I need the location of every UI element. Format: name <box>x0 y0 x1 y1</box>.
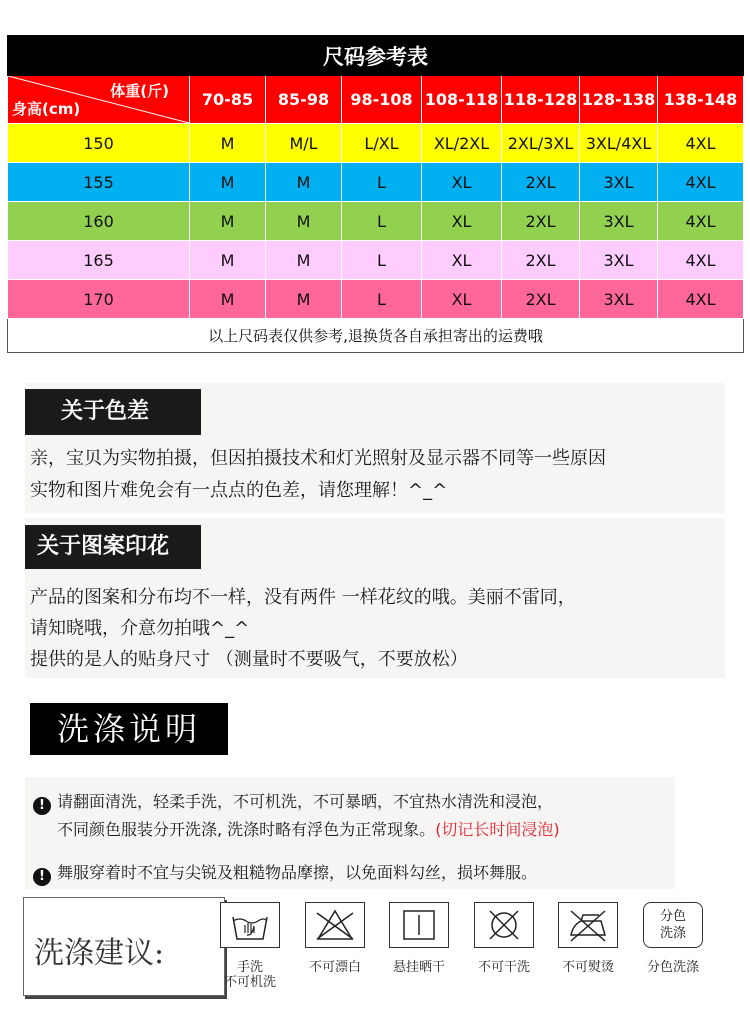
exclamation-icon: ! <box>33 868 51 886</box>
height-cell: 155 <box>8 163 190 202</box>
care-advice-label: 洗涤建议: <box>34 936 165 971</box>
bullet-1-text: 请翻面清洗，轻柔手洗，不可机洗，不可暴晒，不宜热水清洗和浸泡， <box>57 792 554 811</box>
washing-bullet-2 <box>33 860 537 886</box>
pattern-line-1: 产品的图案和分布均不一样，没有两件 一样花纹的哦。美丽不雷同， <box>30 587 576 608</box>
care-label-no-bleach: 不可漂白 <box>308 960 361 975</box>
care-label-text-2: 不可机洗 <box>223 975 276 990</box>
size-chart-note: 以上尺码表仅供参考,退换货各自承担寄出的运费哦 <box>8 319 744 353</box>
size-cell: M <box>266 241 342 280</box>
separate-wash-icon-text-2: 洗涤 <box>659 926 686 941</box>
size-cell: M <box>190 202 266 241</box>
weight-range-cell: 138-148 <box>658 76 744 124</box>
size-row <box>8 280 744 319</box>
height-header: 身高(cm) <box>12 100 81 118</box>
size-cell: M <box>266 202 342 241</box>
care-label-hang-dry: 悬挂晒干 <box>392 960 445 975</box>
header-corner-cell <box>8 76 190 124</box>
size-cell: L <box>342 163 422 202</box>
exclamation-icon: ! <box>33 797 51 815</box>
height-cell: 165 <box>8 241 190 280</box>
care-label-hand-wash <box>219 960 281 990</box>
washing-title: 洗涤说明 <box>30 703 228 755</box>
size-chart-title: 尺码参考表 <box>8 36 744 76</box>
pattern-line-3: 提供的是人的贴身尺寸 （测量时不要吸气，不要放松） <box>30 649 468 670</box>
size-cell: 2XL <box>502 280 580 319</box>
size-cell: 3XL <box>580 202 658 241</box>
size-cell: XL <box>422 163 502 202</box>
washing-bullet-1-cont <box>57 817 560 840</box>
size-cell: M <box>190 241 266 280</box>
size-row <box>8 202 744 241</box>
hand-wash-icon <box>220 902 280 948</box>
size-cell: XL <box>422 280 502 319</box>
size-cell: M <box>190 124 266 163</box>
size-row <box>8 241 744 280</box>
height-cell: 150 <box>8 124 190 163</box>
height-cell: 160 <box>8 202 190 241</box>
size-cell: L <box>342 241 422 280</box>
separate-wash-icon-text-1: 分色 <box>659 909 686 924</box>
separate-wash-icon <box>643 902 703 948</box>
size-cell: M/L <box>266 124 342 163</box>
care-advice-box <box>23 897 225 996</box>
size-chart-table <box>7 35 744 353</box>
pattern-line-2: 请知晓哦，介意勿拍哦^_^ <box>30 618 250 639</box>
no-dry-clean-icon <box>474 902 534 948</box>
size-cell: 3XL/4XL <box>580 124 658 163</box>
weight-range-cell: 108-118 <box>422 76 502 124</box>
size-cell: M <box>190 163 266 202</box>
color-diff-label: 关于色差 <box>25 389 201 435</box>
washing-bullet-1 <box>33 789 553 815</box>
weight-range-cell: 98-108 <box>342 76 422 124</box>
size-cell: 2XL/3XL <box>502 124 580 163</box>
size-cell: 4XL <box>658 280 744 319</box>
no-bleach-icon <box>305 902 365 948</box>
weight-range-cell: 118-128 <box>502 76 580 124</box>
size-row <box>8 163 744 202</box>
weight-header: 体重(斤) <box>110 82 169 100</box>
care-label-separate-wash: 分色洗涤 <box>646 960 699 975</box>
size-cell: 3XL <box>580 163 658 202</box>
bullet-1-text-2: 不同颜色服装分开洗涤, 洗涤时略有浮色为正常现象。 <box>57 820 436 839</box>
care-label-text: 手洗 <box>236 960 263 975</box>
color-diff-line-2: 实物和图片难免会有一点点的色差，请您理解！^_^ <box>30 480 448 501</box>
size-cell: M <box>190 280 266 319</box>
weight-range-cell: 85-98 <box>266 76 342 124</box>
size-cell: 4XL <box>658 202 744 241</box>
size-cell: 4XL <box>658 124 744 163</box>
size-cell: 2XL <box>502 202 580 241</box>
weight-range-cell: 128-138 <box>580 76 658 124</box>
size-cell: 4XL <box>658 241 744 280</box>
size-cell: M <box>266 280 342 319</box>
size-cell: L/XL <box>342 124 422 163</box>
size-cell: M <box>266 163 342 202</box>
size-cell: XL/2XL <box>422 124 502 163</box>
size-cell: 4XL <box>658 163 744 202</box>
color-diff-line-1: 亲，宝贝为实物拍摄，但因拍摄技术和灯光照射及显示器不同等一些原因 <box>30 448 606 469</box>
height-cell: 170 <box>8 280 190 319</box>
size-cell: 2XL <box>502 163 580 202</box>
size-cell: XL <box>422 241 502 280</box>
size-cell: XL <box>422 202 502 241</box>
pattern-label: 关于图案印花 <box>25 525 201 569</box>
care-label-no-dry-clean: 不可干洗 <box>477 960 530 975</box>
care-label-no-iron: 不可熨烫 <box>561 960 614 975</box>
hang-dry-icon <box>389 902 449 948</box>
size-cell: 3XL <box>580 280 658 319</box>
size-cell: 3XL <box>580 241 658 280</box>
size-cell: L <box>342 280 422 319</box>
bullet-2-text: 舞服穿着时不宜与尖锐及粗糙物品摩擦，以免面料勾丝，损坏舞服。 <box>57 863 538 882</box>
weight-range-cell: 70-85 <box>190 76 266 124</box>
size-cell: 2XL <box>502 241 580 280</box>
size-row <box>8 124 744 163</box>
size-cell: L <box>342 202 422 241</box>
no-iron-icon <box>558 902 618 948</box>
bullet-1-warning: (切记长时间浸泡) <box>435 820 560 839</box>
